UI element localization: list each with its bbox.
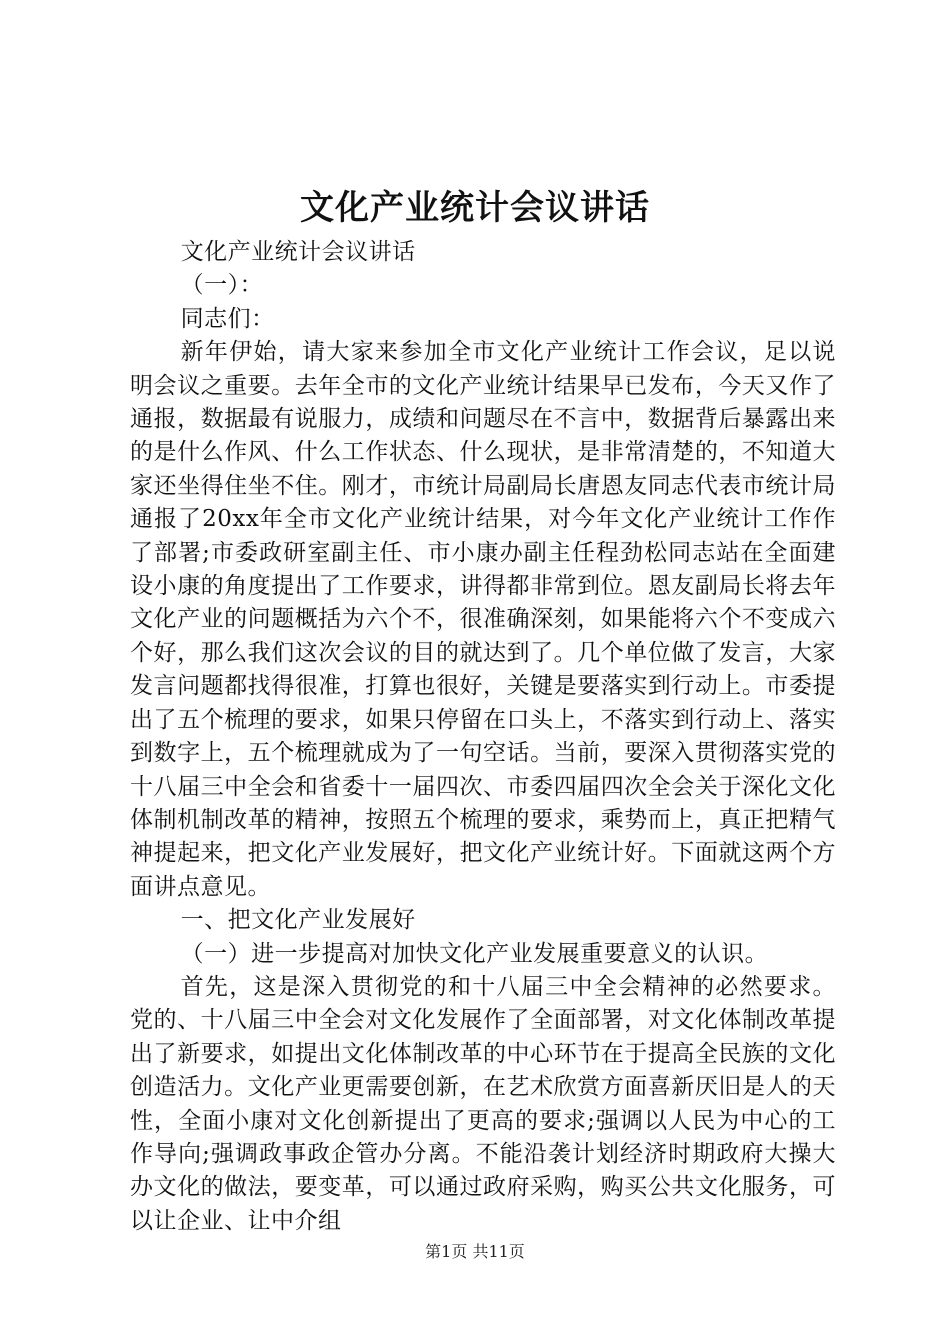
paragraph-subheading-1: （一）进一步提高对加快文化产业发展重要意义的认识。 — [180, 940, 769, 967]
document-title: 文化产业统计会议讲话 — [300, 188, 650, 228]
paragraph-body-first: 首先，这是深入贯彻党的和十八届三中全会精神的必然要求。党的、十八届三中全会对文化发展作了全面部署，对文化体制改革提出了新要求，如提出文化体制改革的中心环节在于提高全民族的文化创造活力。文化产业更需要创新，在艺术欣赏方面喜新厌旧是人的天性，全面小康对文化创新提出了更高的要求;强调以人民为中心的工作导向;强调政事政企管办分离。不能沿袭计划经济时期政府大操大办文化的做法，要变革，可以通过政府采购，购买公共文化服务，可以让企业、让中介组 — [130, 973, 836, 1234]
document-body — [130, 236, 836, 1238]
page-number-footer: 第1页 共11页 — [425, 1242, 525, 1261]
paragraph-salutation: 同志们： — [180, 305, 275, 332]
paragraph-opening: 新年伊始，请大家来参加全市文化产业统计工作会议，足以说明会议之重要。去年全市的文化产业统计结果早已发布，今天又作了通报，数据最有说服力，成绩和问题尽在不言中，数据背后暴露出来的是什么作风、什么工作状态、什么现状，是非常清楚的，不知道大家还坐得住坐不住。刚才，市统计局副局长唐恩友同志代表市统计局通报了20xx年全市文化产业统计结果，对今年文化产业统计工作作了部署;市委政研室副主任、市小康办副主任程劲松同志站在全面建设小康的角度提出了工作要求，讲得都非常到位。恩友副局长将去年文化产业的问题概括为六个不，很准确深刻，如果能将六个不变成六个好，那么我们这次会议的目的就达到了。几个单位做了发言，大家发言问题都找得很准，打算也很好，关键是要落实到行动上。市委提出了五个梳理的要求，如果只停留在口头上，不落实到行动上、落实到数字上，五个梳理就成为了一句空话。当前，要深入贯彻落实党的十八届三中全会和省委十一届四次、市委四届四次全会关于深化文化体制机制改革的精神，按照五个梳理的要求，乘势而上，真正把精气神提起来，把文化产业发展好，把文化产业统计好。下面就这两个方面讲点意见。 — [130, 339, 836, 900]
paragraph-section-marker: （一）： — [180, 272, 264, 299]
paragraph-heading-1: 一、把文化产业发展好 — [180, 907, 416, 934]
paragraph-subtitle: 文化产业统计会议讲话 — [180, 239, 416, 265]
